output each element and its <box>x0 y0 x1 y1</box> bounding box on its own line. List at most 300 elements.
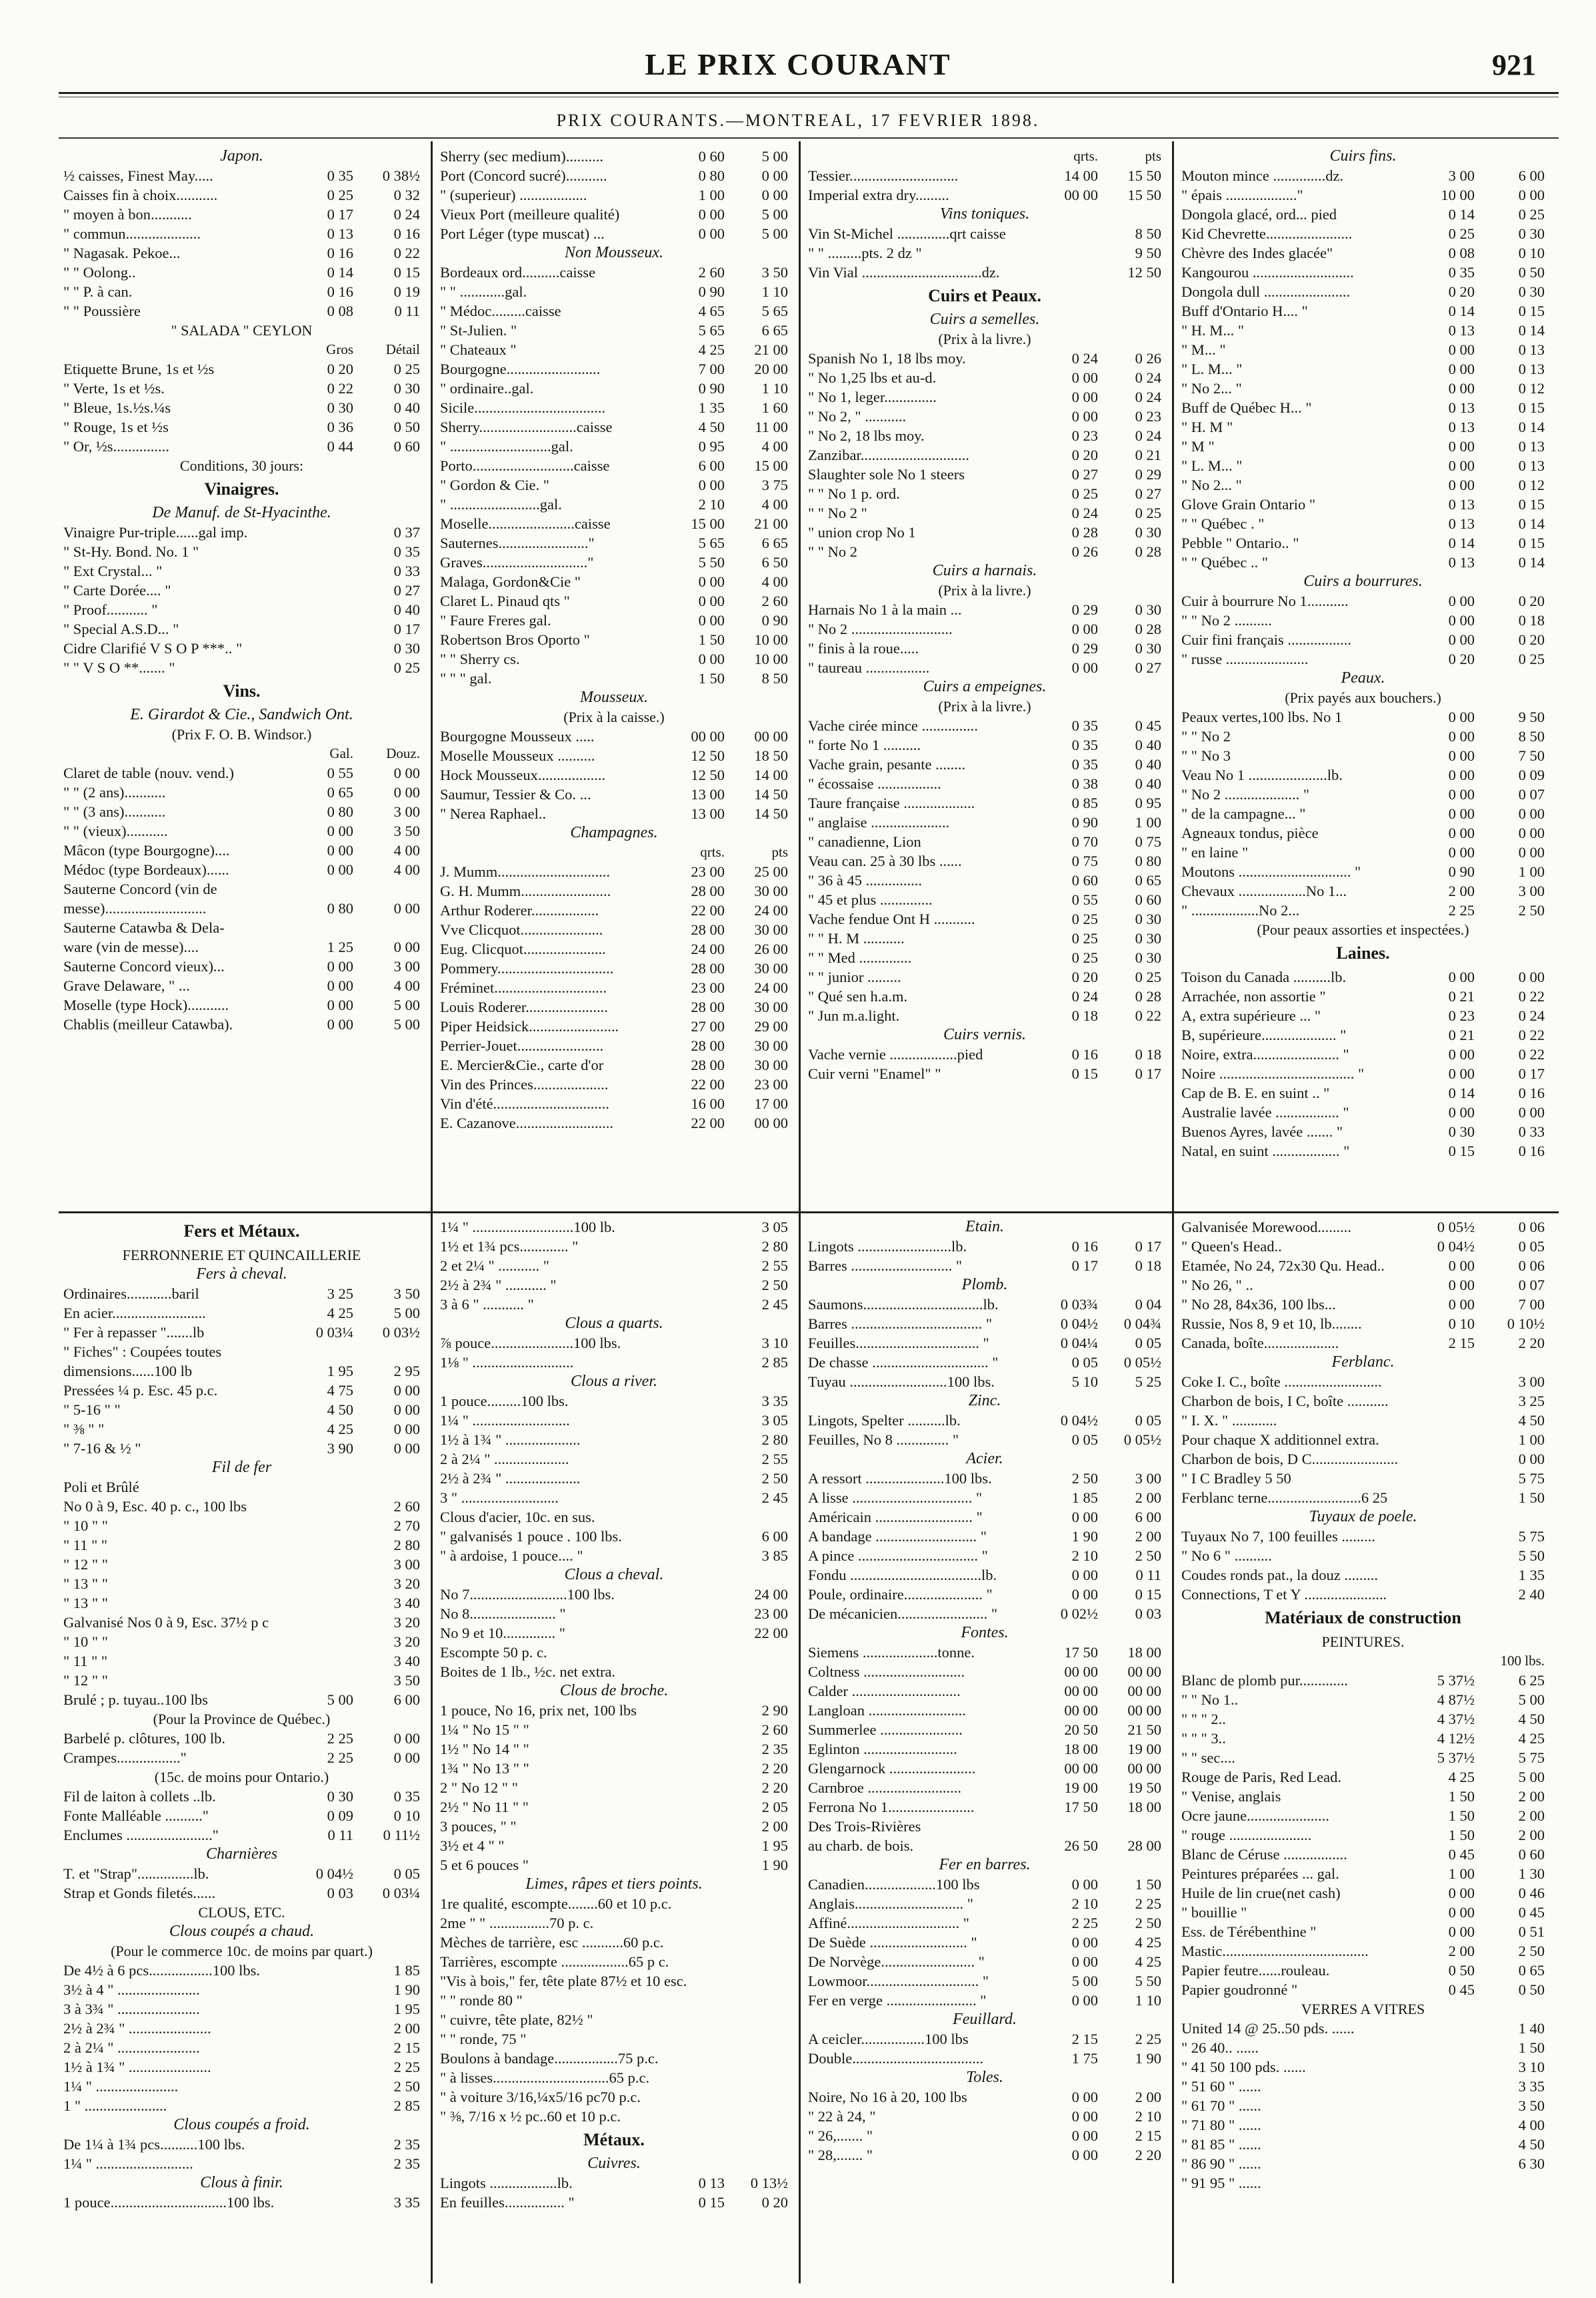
item-name: No 8....................... " <box>440 1605 566 1622</box>
item-name: Blanc de plomb pur............. <box>1181 1672 1348 1689</box>
column-header: Gal. <box>329 745 353 761</box>
item-name: messe)........................... <box>63 900 207 917</box>
item-name: Peaux vertes,100 lbs. No 1 <box>1181 709 1343 725</box>
item-name: Veau can. 25 à 30 lbs ...... <box>808 853 962 869</box>
price-value: 0 15 <box>1448 1143 1475 1159</box>
item-name: " commun.................... <box>63 225 201 242</box>
price-value: 0 15 <box>1135 1586 1161 1603</box>
item-name: Barres ........................... " <box>808 1257 963 1274</box>
price-value: 0 35 <box>327 167 353 184</box>
item-name: Moselle Mousseux .......... <box>440 747 595 764</box>
price-value: 2 90 <box>761 1702 788 1719</box>
price-row <box>63 995 420 1015</box>
price-value: 0 04½ <box>1060 1412 1098 1429</box>
price-value: 0 25 <box>1448 225 1475 242</box>
item-name: De chasse ............................... " <box>808 1354 999 1371</box>
column-materiaux <box>1181 1217 1545 2193</box>
price-row <box>63 1574 420 1593</box>
price-row <box>440 1036 788 1055</box>
price-value: 15 00 <box>691 515 725 532</box>
price-row <box>440 2193 788 2212</box>
price-value: 0 44 <box>327 438 353 455</box>
price-value: 0 17 <box>1135 1065 1161 1082</box>
item-name: " 86 90 " ...... <box>1181 2155 1261 2172</box>
subtitle-rule <box>59 137 1559 139</box>
item-name: Médoc (type Bordeaux)...... <box>63 861 229 878</box>
price-value: 18 00 <box>1127 1644 1161 1661</box>
price-row <box>808 793 1161 813</box>
price-value: 23 00 <box>754 1076 788 1093</box>
price-row <box>808 1411 1161 1430</box>
price-value: 0 15 <box>1518 535 1545 551</box>
price-row <box>808 1256 1161 1275</box>
subsection-heading: Cuirs vernis. <box>943 1026 1026 1043</box>
price-value: 3 25 <box>1518 1393 1545 1409</box>
item-name: Chèvre des Indes glacée" <box>1181 245 1333 261</box>
price-row <box>808 263 1161 282</box>
price-row <box>440 669 788 688</box>
price-value: 1 90 <box>1071 1528 1098 1545</box>
subsection-heading: Mousseux. <box>580 689 648 706</box>
price-value: 0 90 <box>1448 863 1475 880</box>
item-name: Moselle (type Hock)........... <box>63 997 229 1013</box>
price-value: 2 60 <box>761 1721 788 1738</box>
price-row <box>1181 2077 1545 2096</box>
price-row <box>1181 417 1545 437</box>
item-name: " 10 " " <box>63 1517 108 1534</box>
price-value: 4 25 <box>1518 1730 1545 1747</box>
column-fers-metaux <box>63 1217 420 2212</box>
item-name: 1 pouce.........100 lbs. <box>440 1393 569 1409</box>
item-name: A pince ................................ " <box>808 1547 988 1564</box>
price-row <box>808 1006 1161 1025</box>
price-value: 14 50 <box>754 805 788 822</box>
price-value: 0 05½ <box>1123 1431 1161 1448</box>
price-row <box>808 1488 1161 1507</box>
column-divider <box>799 141 801 1211</box>
price-value: 0 11 <box>327 1827 353 1843</box>
price-row <box>440 340 788 359</box>
subsection-heading: Cuirs a semelles. <box>929 311 1040 328</box>
subsection-heading: Champagnes. <box>570 824 658 841</box>
price-value: 0 55 <box>327 765 353 781</box>
item-name: Vin des Princes.................... <box>440 1076 609 1093</box>
price-value: 13 00 <box>691 786 725 803</box>
subsection-heading: Cuirs a bourrures. <box>1303 573 1423 590</box>
item-name: " M... " <box>1181 341 1226 358</box>
item-name: Russie, Nos 8, 9 et 10, lb........ <box>1181 1315 1362 1332</box>
item-name: De mécanicien........................ " <box>808 1605 998 1622</box>
item-name: " No 2 ........................... <box>808 621 953 637</box>
item-name: 1¾ " No 13 " " <box>440 1760 529 1777</box>
price-value: 12 50 <box>1127 264 1161 281</box>
price-value: 5 37½ <box>1437 1749 1475 1766</box>
price-row <box>440 1817 788 1836</box>
price-value: 5 75 <box>1518 1749 1545 1766</box>
item-name: " No 26, " .. <box>1181 1277 1253 1293</box>
price-value: 0 35 <box>1448 264 1475 281</box>
price-value: 0 07 <box>1518 1277 1545 1293</box>
price-row <box>63 783 420 802</box>
item-name: Graves............................" <box>440 554 594 571</box>
price-row <box>440 1778 788 1797</box>
price-value: 0 05 <box>1071 1354 1098 1371</box>
price-row <box>440 1017 788 1036</box>
price-value: 21 50 <box>1127 1721 1161 1738</box>
price-row <box>808 1353 1161 1372</box>
price-value: 9 50 <box>1135 245 1161 261</box>
price-row <box>440 1952 788 1971</box>
item-name: " canadienne, Lion <box>808 833 921 850</box>
price-value: 0 22 <box>327 380 353 397</box>
price-value: 1 50 <box>1448 1788 1475 1805</box>
price-row <box>440 785 788 804</box>
price-value: 0 00 <box>393 1382 420 1399</box>
price-value: 0 03 <box>327 1885 353 1901</box>
price-value: 0 16 <box>327 245 353 261</box>
price-row <box>808 1295 1161 1314</box>
column-header-row <box>440 843 788 862</box>
item-name: " " P. à can. <box>63 283 133 300</box>
item-name: Peintures préparées ... gal. <box>1181 1865 1339 1882</box>
price-row <box>1181 2096 1545 2115</box>
price-value: 0 22 <box>1518 1046 1545 1063</box>
price-value: 11 00 <box>755 419 788 435</box>
item-name: Lingots, Spelter ..........lb. <box>808 1412 961 1429</box>
price-value: 0 14 <box>327 264 353 281</box>
price-value: 6 65 <box>761 322 788 339</box>
item-name: No 0 à 9, Esc. 40 p. c., 100 lbs <box>63 1498 247 1515</box>
price-row <box>63 1787 420 1806</box>
price-value: 0 10½ <box>1507 1315 1545 1332</box>
price-value: 2 10 <box>1071 1547 1098 1564</box>
section-note: (Prix à la livre.) <box>938 331 1031 347</box>
price-value: 0 00 <box>698 573 725 590</box>
price-row <box>440 2068 788 2087</box>
price-value: 0 00 <box>393 939 420 955</box>
item-name: Ferrona No 1....................... <box>808 1799 975 1815</box>
item-name: Coke I. C., boîte .......................... <box>1181 1373 1382 1390</box>
section-note: (Pour peaux assorties et inspectées.) <box>1257 921 1469 938</box>
item-name: Noire, extra....................... " <box>1181 1046 1349 1063</box>
subsection-heading: Non Mousseux. <box>565 244 663 261</box>
price-value: 4 87½ <box>1437 1691 1475 1708</box>
price-row <box>63 1999 420 2019</box>
price-row <box>808 1933 1161 1952</box>
price-value: 0 05 <box>1135 1412 1161 1429</box>
price-row <box>1181 881 1545 901</box>
price-row <box>440 2087 788 2107</box>
price-value: 5 65 <box>698 322 725 339</box>
item-name: No 7..........................100 lbs. <box>440 1586 615 1603</box>
price-value: 0 35 <box>1071 756 1098 773</box>
item-name: Sauternes........................" <box>440 535 595 551</box>
price-value: 0 00 <box>1448 1065 1475 1082</box>
price-row <box>808 1314 1161 1333</box>
item-name: De 4½ à 6 pcs.................100 lbs. <box>63 1962 260 1979</box>
item-name: T. et "Strap"...............lb. <box>63 1865 209 1882</box>
subsection-heading: De Manuf. de St-Hyacinthe. <box>152 504 331 521</box>
item-name: Poule, ordinaire..................... " <box>808 1586 993 1603</box>
item-name: " " Québec . " <box>1181 515 1265 532</box>
item-name: Vin d'été............................... <box>440 1095 609 1112</box>
price-value: 00 00 <box>1064 1760 1098 1777</box>
price-value: 2 70 <box>393 1517 420 1534</box>
column-header <box>63 744 287 763</box>
price-row <box>1181 649 1545 669</box>
price-row <box>1181 205 1545 224</box>
price-value: 0 00 <box>327 977 353 994</box>
price-value: 0 00 <box>327 861 353 878</box>
price-row <box>1181 340 1545 359</box>
price-row <box>440 1295 788 1314</box>
section-note: VERRES A VITRES <box>1301 2001 1425 2017</box>
price-value: 0 22 <box>393 245 420 261</box>
item-name: Lingots ..................lb. <box>440 2175 573 2191</box>
price-value: 0 10 <box>1448 1315 1475 1332</box>
price-row <box>808 1701 1161 1720</box>
price-value: 0 16 <box>393 225 420 242</box>
price-value: 0 13 <box>1448 515 1475 532</box>
item-name: Canada, boîte.................... <box>1181 1335 1339 1351</box>
price-value: 0 75 <box>1135 833 1161 850</box>
item-name: En feuilles................ " <box>440 2194 575 2211</box>
price-value: 2 45 <box>761 1489 788 1506</box>
price-row <box>808 465 1161 484</box>
price-value: 0 00 <box>1518 825 1545 841</box>
price-value: 5 00 <box>327 1691 353 1708</box>
price-value: 0 35 <box>393 1788 420 1805</box>
price-row <box>63 282 420 301</box>
price-row <box>440 2029 788 2049</box>
price-row <box>63 1342 420 1361</box>
price-row <box>440 804 788 823</box>
item-name: 3½ et 4 " " <box>440 1837 505 1854</box>
price-row <box>63 243 420 263</box>
item-name: " Nagasak. Pekoe... <box>63 245 181 261</box>
item-name: " Jun m.a.light. <box>808 1007 900 1024</box>
price-row <box>440 1507 788 1527</box>
price-value: 3 35 <box>1518 2078 1545 2095</box>
section-divider <box>59 1211 1559 1213</box>
column-header <box>1181 1651 1405 1671</box>
price-value: 3 85 <box>761 1547 788 1564</box>
price-value: 00 00 <box>1127 1683 1161 1699</box>
price-row <box>808 1546 1161 1565</box>
price-row <box>63 2193 420 2212</box>
price-value: 0 26 <box>1071 543 1098 560</box>
price-value: 3 20 <box>393 1575 420 1592</box>
price-row <box>1181 1045 1545 1064</box>
price-value: 0 15 <box>393 264 420 281</box>
price-row <box>63 1671 420 1690</box>
price-value: 0 13 <box>1448 554 1475 571</box>
price-row <box>1181 1295 1545 1314</box>
price-row <box>440 475 788 495</box>
subsection-heading: Japon. <box>220 147 263 165</box>
price-value: 0 35 <box>1071 737 1098 753</box>
item-name: " " (3 ans)........... <box>63 803 166 820</box>
price-row <box>1181 1980 1545 1999</box>
price-value: 0 00 <box>1071 1567 1098 1583</box>
price-row <box>808 1681 1161 1701</box>
price-row <box>1181 862 1545 881</box>
column-header <box>440 843 661 862</box>
price-value: 0 00 <box>327 1016 353 1033</box>
item-name: Carnbroe ......................... <box>808 1779 961 1796</box>
price-row <box>1181 475 1545 495</box>
price-row <box>1181 1729 1545 1748</box>
price-value: 0 05½ <box>1437 1219 1475 1235</box>
price-row <box>1181 1748 1545 1767</box>
price-value: 0 00 <box>761 187 788 203</box>
price-row <box>1181 2019 1545 2038</box>
page-title: LE PRIX COURANT <box>645 47 951 81</box>
item-name: Saumons................................lb. <box>808 1296 999 1313</box>
price-value: 30 00 <box>754 921 788 938</box>
item-name: A, extra supérieure ... " <box>1181 1007 1321 1024</box>
price-row <box>63 2077 420 2096</box>
price-value: 0 14 <box>1448 206 1475 223</box>
price-row <box>440 1623 788 1643</box>
item-name: A ressort .....................100 lbs. <box>808 1470 992 1487</box>
price-row <box>1181 843 1545 862</box>
price-row <box>1181 456 1545 475</box>
price-value: 0 00 <box>1071 1586 1098 1603</box>
price-value: 0 14 <box>1518 322 1545 339</box>
price-value: 2 50 <box>1135 1915 1161 1931</box>
price-row <box>1181 1806 1545 1825</box>
price-value: 24 00 <box>754 902 788 919</box>
price-value: 4 50 <box>698 419 725 435</box>
item-name: Natal, en suint .................. " <box>1181 1143 1350 1159</box>
price-row <box>808 832 1161 851</box>
price-value: 0 33 <box>1518 1123 1545 1140</box>
price-value: 3 00 <box>1135 1470 1161 1487</box>
price-value: 0 14 <box>1518 515 1545 532</box>
section-note: (Prix à la livre.) <box>938 582 1031 599</box>
item-name: Vin St-Michel ..............qrt caisse <box>808 225 1006 242</box>
price-row <box>808 1237 1161 1256</box>
price-value: 1 00 <box>1135 814 1161 831</box>
price-value: 0 30 <box>1135 524 1161 541</box>
item-name: " " Québec .. " <box>1181 554 1269 571</box>
price-value: 5 00 <box>393 1016 420 1033</box>
price-row <box>1181 765 1545 785</box>
item-name: Mastic....................................... <box>1181 1943 1369 1959</box>
item-name: Mâcon (type Bourgogne).... <box>63 842 230 859</box>
price-row <box>808 1817 1161 1836</box>
price-value: 24 00 <box>754 1586 788 1603</box>
price-value: 0 32 <box>393 187 420 203</box>
price-value: 2 85 <box>393 2097 420 2114</box>
price-value: 1 40 <box>1518 2020 1545 2037</box>
price-value: 0 85 <box>1071 795 1098 811</box>
price-row <box>808 948 1161 967</box>
price-value: 1 10 <box>761 380 788 397</box>
item-name: " 7-16 & ½ " <box>63 1440 141 1457</box>
price-row <box>1181 901 1545 920</box>
price-row <box>808 1333 1161 1353</box>
price-row <box>440 997 788 1017</box>
price-value: 0 00 <box>1448 1923 1475 1940</box>
price-value: 0 38 <box>1071 775 1098 792</box>
price-row <box>1181 1767 1545 1787</box>
price-value: 0 24 <box>1071 350 1098 367</box>
price-value: 3 50 <box>393 1672 420 1689</box>
price-value: 29 00 <box>754 1018 788 1035</box>
price-value: 1 30 <box>1518 1865 1545 1882</box>
price-value: 0 05½ <box>1123 1354 1161 1371</box>
price-row <box>440 1075 788 1094</box>
section-note: (15c. de moins pour Ontario.) <box>154 1769 329 1785</box>
price-value: 00 00 <box>1064 1683 1098 1699</box>
price-value: 0 00 <box>1071 389 1098 405</box>
price-value: 0 13 <box>1518 438 1545 455</box>
price-value: 1 50 <box>698 670 725 687</box>
price-row <box>1181 1430 1545 1449</box>
price-value: 2 25 <box>1448 902 1475 919</box>
price-value: 0 25 <box>1071 949 1098 966</box>
price-value: 0 18 <box>1135 1257 1161 1274</box>
item-name: Bourgogne Mousseux ..... <box>440 728 595 745</box>
price-row <box>1181 379 1545 398</box>
section-note: (Prix à la caisse.) <box>563 709 665 725</box>
item-name: Fondu ...................................lb. <box>808 1567 997 1583</box>
column-header: Gros <box>326 341 353 357</box>
price-value: 0 30 <box>1135 640 1161 657</box>
price-value: 0 30 <box>1448 1123 1475 1140</box>
price-value: 1 50 <box>698 631 725 648</box>
price-value: 0 00 <box>1448 969 1475 985</box>
item-name: Sauterne Concord (vin de <box>63 881 217 897</box>
item-name: 1 pouce, No 16, prix net, 100 lbs <box>440 1702 637 1719</box>
price-value: 2 15 <box>1448 1335 1475 1351</box>
price-row <box>440 1055 788 1075</box>
price-row <box>63 1825 420 1845</box>
price-value: 26 50 <box>1064 1837 1098 1854</box>
price-value: 0 00 <box>1448 477 1475 493</box>
subsection-heading: Cuivres. <box>587 2155 641 2172</box>
item-name: Perrier-Jouet....................... <box>440 1037 604 1054</box>
price-value: 2 60 <box>698 264 725 281</box>
price-value: 1 10 <box>1135 1992 1161 2009</box>
item-name: Louis Roderer...................... <box>440 999 608 1015</box>
item-name: " " Poussière <box>63 303 141 319</box>
item-name: " ...........................gal. <box>440 438 573 455</box>
price-row <box>63 1439 420 1458</box>
price-value: 0 30 <box>1518 225 1545 242</box>
price-row <box>808 503 1161 523</box>
price-value: 5 00 <box>761 148 788 165</box>
price-row <box>440 1546 788 1565</box>
item-name: " Queen's Head.. <box>1181 1238 1282 1255</box>
price-value: 0 46 <box>1518 1885 1545 1901</box>
price-row <box>63 2135 420 2154</box>
price-row <box>1181 282 1545 301</box>
price-value: 0 45 <box>1448 1846 1475 1863</box>
price-value: 0 17 <box>393 621 420 637</box>
price-value: 0 10 <box>1518 245 1545 261</box>
item-name: " 11 " " <box>63 1537 108 1553</box>
price-row <box>63 1748 420 1767</box>
price-value: 0 29 <box>1071 640 1098 657</box>
price-value: 0 06 <box>1518 1219 1545 1235</box>
subsection-heading: Cuirs a empeignes. <box>923 678 1047 695</box>
price-row <box>440 2173 788 2193</box>
item-name: "Vis à bois," fer, tête plate 87½ et 10 esc. <box>440 1973 687 1989</box>
item-name: " " " 2.. <box>1181 1711 1226 1727</box>
